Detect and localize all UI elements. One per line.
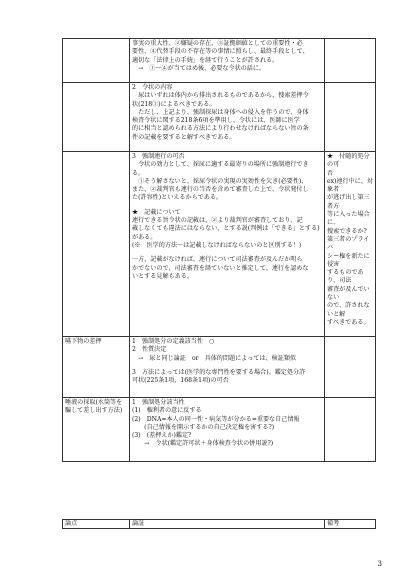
text-line: 検査令状に関する218条6項を準用し、令状には、医師に医学 — [132, 117, 300, 125]
issue-cell — [63, 83, 130, 152]
header-row-table — [62, 519, 376, 529]
notes-table — [62, 38, 376, 462]
header-remarks: 備考 — [325, 520, 376, 529]
text-line: 連行できる旨令状の記載は、②より裁判官が審査しており、記 — [132, 217, 303, 225]
argument-cell — [130, 398, 325, 462]
text-line: 事実の重大性、②嫌疑の存在、③証拠価値としての重要性・必 — [132, 40, 303, 47]
text-line: (3) (差押えか)鑑定? — [132, 432, 192, 440]
table-row — [63, 337, 376, 398]
table-row — [63, 83, 376, 152]
text-line: (2) DNA=本人の同一性・病気等が分かる=重要な自己情報 — [132, 415, 300, 423]
argument-cell — [130, 39, 325, 83]
issue-cell: 唾液の採取(水筒等を騙して差し出す方法) — [63, 398, 130, 462]
argument-cell — [130, 152, 325, 337]
table-row — [63, 152, 376, 337]
text-line: 的に相当と認められる方法により行わせなければならない旨の条 — [132, 125, 309, 133]
text-line: → 尿と同じ論証 or 具体的問題によっては、検証類似 — [132, 354, 297, 362]
text-line: (1) 権利者の意に反する — [132, 407, 202, 415]
argument-cell — [130, 337, 325, 398]
text-line: 3 強制連行の可否 — [132, 153, 185, 160]
text-line: 尿はいずれは体内から排出されるものであるから、捜索差押令 — [132, 92, 309, 100]
remark-line: ので、許されないと解 — [327, 302, 370, 318]
table-row — [63, 39, 376, 83]
remark-line: するものであり、司法 — [327, 269, 364, 285]
remark-line: ★ 付随的処分の可 — [327, 153, 370, 169]
remark-line: すべきである。 — [327, 318, 370, 326]
argument-cell — [130, 83, 325, 152]
text-line: 1 強制処分該当性 — [132, 399, 185, 406]
text-line: 載しなくても違法にはならない、とする説(判例は「できる」とする) — [132, 225, 320, 233]
text-line: 3 方法によっては(医学的な専門性を要する場合)、鑑定処分許 — [132, 368, 306, 376]
text-line: ただし、上記より、強制採尿は身体への侵入を伴うので、身体 — [132, 108, 309, 116]
remark-line: 否 — [327, 169, 334, 177]
remark-line: シー権を新たに侵害 — [327, 252, 370, 268]
header-issue: 論点 — [63, 520, 130, 529]
remarks-cell — [325, 83, 376, 152]
text-line: 件の記載を要すると解すべきである。 — [132, 133, 236, 141]
remark-line: 審査が及んでいない — [327, 285, 370, 302]
text-line: 一方、記載がなければ、連行について司法審査が及んだか明ら — [132, 256, 303, 264]
text-line: 2 令状の内容 — [132, 84, 173, 91]
text-line: た(許容性)といえるからである。 — [132, 194, 223, 202]
remark-line: 捜索できるか? — [327, 227, 367, 235]
text-line: ★ 記載について — [132, 208, 181, 216]
issue-cell — [63, 152, 130, 337]
text-line: がある。 — [132, 233, 157, 241]
issue-cell: 嚥下物の差押 — [63, 337, 130, 398]
remarks-cell — [325, 337, 376, 398]
remarks-cell — [325, 152, 376, 337]
text-line: → 令状(鑑定許可状＋身体検査令状の併用説?) — [132, 440, 274, 448]
header-argument: 論証 — [130, 520, 325, 529]
text-line: 1 強制処分の定義該当性 ○ — [132, 338, 215, 345]
text-line: かでないので、司法審査を経ていないと推定して、連行を認めな — [132, 264, 309, 272]
text-line: また、②裁判官も連行の当否を含めて審査した上で、令状発付し — [132, 186, 309, 194]
remark-line: 第三者のプライバ — [327, 235, 370, 252]
text-line: 令状の効力として、採尿に適する最寄りの場所に強制連行でき — [132, 161, 309, 169]
text-line: → ①〜④が当てはめ後、必要な令状の話に。 — [132, 64, 266, 72]
remarks-cell — [325, 39, 376, 83]
remarks-cell — [325, 398, 376, 462]
remark-line: 等に入った場合に、 — [327, 211, 370, 227]
page-number: 3 — [377, 560, 382, 568]
text-line: いとする見解もある。 — [132, 272, 193, 280]
text-line: 要性、④代替手段の不存在等の事情に照らし、最終手段として、 — [132, 48, 309, 56]
table-row — [63, 398, 376, 462]
issue-cell — [63, 39, 130, 83]
text-line: 適切な「法律上の手続」を経て行うことが許される。 — [132, 56, 279, 64]
text-line: (自己情報を開示するかの自己決定権を害する?) — [132, 423, 275, 431]
text-line: 2 性質決定 — [132, 346, 167, 354]
header-row — [63, 520, 376, 529]
text-line: 状(218①)によるべきである。 — [132, 100, 216, 108]
remark-line: が逃げ出し第三者方 — [327, 194, 370, 210]
text-line: る。 — [132, 169, 145, 177]
text-line: ①そう解さないと、採尿令状の実現の実効性を欠き(必要性)、 — [132, 177, 308, 185]
text-line: 可状(225条1項、168条1項)の可否 — [132, 377, 229, 385]
remark-line: ex)連行中に、対象者 — [327, 177, 373, 194]
text-line: (※ 医学的方法～は記載しなければならないのと区別する！) — [132, 241, 302, 249]
